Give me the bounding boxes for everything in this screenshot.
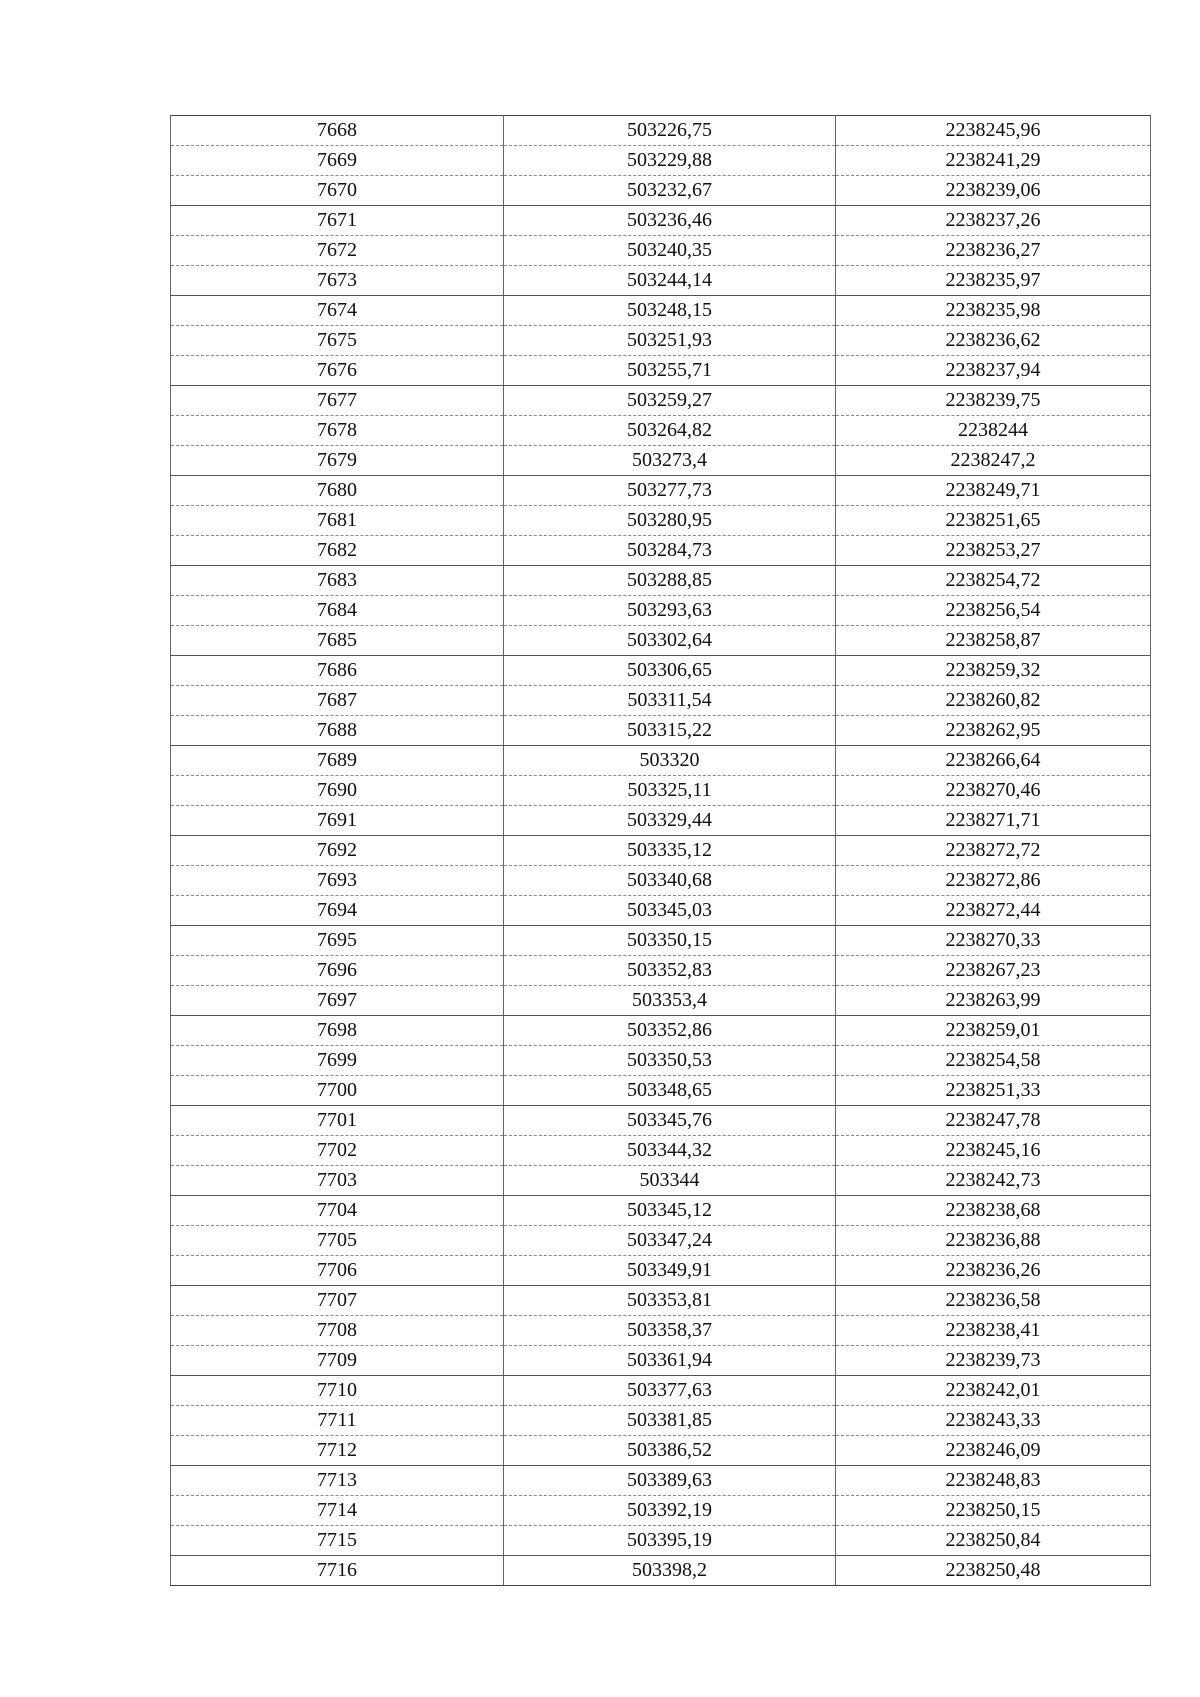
table-row: [171, 446, 1151, 476]
table-row: [171, 176, 1151, 206]
y-coordinate-cell: 2238238,68: [836, 1196, 1151, 1226]
x-coordinate-cell: 503273,4: [504, 446, 836, 476]
x-coordinate-cell: 503255,71: [504, 356, 836, 386]
y-coordinate-cell: 2238249,71: [836, 476, 1151, 506]
point-number-cell: 7705: [171, 1226, 504, 1256]
point-number-cell: 7678: [171, 416, 504, 446]
point-number-cell: 7697: [171, 986, 504, 1016]
x-coordinate-cell: 503325,11: [504, 776, 836, 806]
y-coordinate-cell: 2238239,73: [836, 1346, 1151, 1376]
point-number-cell: 7670: [171, 176, 504, 206]
x-coordinate-cell: 503347,24: [504, 1226, 836, 1256]
table-row: [171, 836, 1151, 866]
y-coordinate-cell: 2238242,73: [836, 1166, 1151, 1196]
y-coordinate-cell: 2238267,23: [836, 956, 1151, 986]
point-number-cell: 7686: [171, 656, 504, 686]
table-row: [171, 866, 1151, 896]
y-coordinate-cell: 2238236,62: [836, 326, 1151, 356]
point-number-cell: 7716: [171, 1556, 504, 1586]
table-row: [171, 596, 1151, 626]
table-row: [171, 386, 1151, 416]
point-number-cell: 7695: [171, 926, 504, 956]
x-coordinate-cell: 503350,53: [504, 1046, 836, 1076]
x-coordinate-cell: 503353,81: [504, 1286, 836, 1316]
y-coordinate-cell: 2238258,87: [836, 626, 1151, 656]
point-number-cell: 7671: [171, 206, 504, 236]
x-coordinate-cell: 503320: [504, 746, 836, 776]
y-coordinate-cell: 2238246,09: [836, 1436, 1151, 1466]
table-row: [171, 1286, 1151, 1316]
point-number-cell: 7711: [171, 1406, 504, 1436]
table-row: [171, 1376, 1151, 1406]
x-coordinate-cell: 503377,63: [504, 1376, 836, 1406]
x-coordinate-cell: 503352,83: [504, 956, 836, 986]
table-row: [171, 1496, 1151, 1526]
y-coordinate-cell: 2238236,58: [836, 1286, 1151, 1316]
x-coordinate-cell: 503277,73: [504, 476, 836, 506]
table-row: [171, 1016, 1151, 1046]
table-row: [171, 1466, 1151, 1496]
x-coordinate-cell: 503311,54: [504, 686, 836, 716]
point-number-cell: 7696: [171, 956, 504, 986]
x-coordinate-cell: 503293,63: [504, 596, 836, 626]
point-number-cell: 7690: [171, 776, 504, 806]
y-coordinate-cell: 2238272,72: [836, 836, 1151, 866]
y-coordinate-cell: 2238251,33: [836, 1076, 1151, 1106]
table-row: [171, 296, 1151, 326]
y-coordinate-cell: 2238251,65: [836, 506, 1151, 536]
point-number-cell: 7684: [171, 596, 504, 626]
x-coordinate-cell: 503226,75: [504, 116, 836, 146]
point-number-cell: 7712: [171, 1436, 504, 1466]
y-coordinate-cell: 2238270,46: [836, 776, 1151, 806]
table-row: [171, 686, 1151, 716]
x-coordinate-cell: 503335,12: [504, 836, 836, 866]
point-number-cell: 7700: [171, 1076, 504, 1106]
x-coordinate-cell: 503389,63: [504, 1466, 836, 1496]
y-coordinate-cell: 2238254,72: [836, 566, 1151, 596]
y-coordinate-cell: 2238237,26: [836, 206, 1151, 236]
table-row: [171, 626, 1151, 656]
x-coordinate-cell: 503288,85: [504, 566, 836, 596]
point-number-cell: 7694: [171, 896, 504, 926]
y-coordinate-cell: 2238250,48: [836, 1556, 1151, 1586]
x-coordinate-cell: 503248,15: [504, 296, 836, 326]
x-coordinate-cell: 503344: [504, 1166, 836, 1196]
y-coordinate-cell: 2238239,75: [836, 386, 1151, 416]
point-number-cell: 7669: [171, 146, 504, 176]
x-coordinate-cell: 503259,27: [504, 386, 836, 416]
point-number-cell: 7706: [171, 1256, 504, 1286]
y-coordinate-cell: 2238236,26: [836, 1256, 1151, 1286]
y-coordinate-cell: 2238250,15: [836, 1496, 1151, 1526]
table-row: [171, 206, 1151, 236]
y-coordinate-cell: 2238243,33: [836, 1406, 1151, 1436]
table-row: [171, 326, 1151, 356]
y-coordinate-cell: 2238256,54: [836, 596, 1151, 626]
x-coordinate-cell: 503306,65: [504, 656, 836, 686]
x-coordinate-cell: 503232,67: [504, 176, 836, 206]
x-coordinate-cell: 503240,35: [504, 236, 836, 266]
y-coordinate-cell: 2238259,01: [836, 1016, 1151, 1046]
y-coordinate-cell: 2238250,84: [836, 1526, 1151, 1556]
table-row: [171, 266, 1151, 296]
point-number-cell: 7692: [171, 836, 504, 866]
x-coordinate-cell: 503345,12: [504, 1196, 836, 1226]
table-row: [171, 1346, 1151, 1376]
point-number-cell: 7676: [171, 356, 504, 386]
table-row: [171, 566, 1151, 596]
table-row: [171, 236, 1151, 266]
y-coordinate-cell: 2238238,41: [836, 1316, 1151, 1346]
y-coordinate-cell: 2238241,29: [836, 146, 1151, 176]
point-number-cell: 7668: [171, 116, 504, 146]
x-coordinate-cell: 503244,14: [504, 266, 836, 296]
point-number-cell: 7714: [171, 1496, 504, 1526]
x-coordinate-cell: 503353,4: [504, 986, 836, 1016]
point-number-cell: 7680: [171, 476, 504, 506]
coordinates-table: [170, 115, 1151, 1586]
y-coordinate-cell: 2238263,99: [836, 986, 1151, 1016]
table-row: [171, 1526, 1151, 1556]
table-row: [171, 956, 1151, 986]
point-number-cell: 7710: [171, 1376, 504, 1406]
point-number-cell: 7699: [171, 1046, 504, 1076]
y-coordinate-cell: 2238239,06: [836, 176, 1151, 206]
x-coordinate-cell: 503350,15: [504, 926, 836, 956]
table-row: [171, 656, 1151, 686]
y-coordinate-cell: 2238245,16: [836, 1136, 1151, 1166]
x-coordinate-cell: 503315,22: [504, 716, 836, 746]
y-coordinate-cell: 2238244: [836, 416, 1151, 446]
table-row: [171, 416, 1151, 446]
table-row: [171, 806, 1151, 836]
x-coordinate-cell: 503345,03: [504, 896, 836, 926]
table-row: [171, 746, 1151, 776]
table-row: [171, 116, 1151, 146]
table-row: [171, 1076, 1151, 1106]
y-coordinate-cell: 2238270,33: [836, 926, 1151, 956]
point-number-cell: 7689: [171, 746, 504, 776]
x-coordinate-cell: 503386,52: [504, 1436, 836, 1466]
x-coordinate-cell: 503349,91: [504, 1256, 836, 1286]
y-coordinate-cell: 2238271,71: [836, 806, 1151, 836]
x-coordinate-cell: 503381,85: [504, 1406, 836, 1436]
point-number-cell: 7707: [171, 1286, 504, 1316]
table-row: [171, 1436, 1151, 1466]
table-row: [171, 1046, 1151, 1076]
point-number-cell: 7683: [171, 566, 504, 596]
x-coordinate-cell: 503395,19: [504, 1526, 836, 1556]
point-number-cell: 7674: [171, 296, 504, 326]
x-coordinate-cell: 503345,76: [504, 1106, 836, 1136]
coordinates-table-body: [171, 116, 1151, 1586]
point-number-cell: 7709: [171, 1346, 504, 1376]
table-row: [171, 776, 1151, 806]
x-coordinate-cell: 503229,88: [504, 146, 836, 176]
point-number-cell: 7702: [171, 1136, 504, 1166]
table-row: [171, 1256, 1151, 1286]
point-number-cell: 7685: [171, 626, 504, 656]
table-row: [171, 1316, 1151, 1346]
table-row: [171, 1226, 1151, 1256]
point-number-cell: 7675: [171, 326, 504, 356]
x-coordinate-cell: 503340,68: [504, 866, 836, 896]
x-coordinate-cell: 503284,73: [504, 536, 836, 566]
y-coordinate-cell: 2238262,95: [836, 716, 1151, 746]
y-coordinate-cell: 2238272,44: [836, 896, 1151, 926]
y-coordinate-cell: 2238245,96: [836, 116, 1151, 146]
table-row: [171, 1556, 1151, 1586]
table-row: [171, 1406, 1151, 1436]
point-number-cell: 7688: [171, 716, 504, 746]
y-coordinate-cell: 2238272,86: [836, 866, 1151, 896]
point-number-cell: 7693: [171, 866, 504, 896]
table-row: [171, 356, 1151, 386]
table-row: [171, 1136, 1151, 1166]
point-number-cell: 7681: [171, 506, 504, 536]
table-row: [171, 1106, 1151, 1136]
x-coordinate-cell: 503280,95: [504, 506, 836, 536]
x-coordinate-cell: 503361,94: [504, 1346, 836, 1376]
table-row: [171, 536, 1151, 566]
point-number-cell: 7673: [171, 266, 504, 296]
x-coordinate-cell: 503398,2: [504, 1556, 836, 1586]
x-coordinate-cell: 503358,37: [504, 1316, 836, 1346]
x-coordinate-cell: 503236,46: [504, 206, 836, 236]
y-coordinate-cell: 2238242,01: [836, 1376, 1151, 1406]
x-coordinate-cell: 503348,65: [504, 1076, 836, 1106]
point-number-cell: 7677: [171, 386, 504, 416]
x-coordinate-cell: 503251,93: [504, 326, 836, 356]
table-row: [171, 1166, 1151, 1196]
y-coordinate-cell: 2238259,32: [836, 656, 1151, 686]
table-row: [171, 1196, 1151, 1226]
y-coordinate-cell: 2238248,83: [836, 1466, 1151, 1496]
y-coordinate-cell: 2238235,97: [836, 266, 1151, 296]
x-coordinate-cell: 503329,44: [504, 806, 836, 836]
point-number-cell: 7715: [171, 1526, 504, 1556]
x-coordinate-cell: 503352,86: [504, 1016, 836, 1046]
point-number-cell: 7682: [171, 536, 504, 566]
point-number-cell: 7687: [171, 686, 504, 716]
y-coordinate-cell: 2238247,78: [836, 1106, 1151, 1136]
table-row: [171, 716, 1151, 746]
table-row: [171, 926, 1151, 956]
point-number-cell: 7679: [171, 446, 504, 476]
x-coordinate-cell: 503344,32: [504, 1136, 836, 1166]
point-number-cell: 7701: [171, 1106, 504, 1136]
point-number-cell: 7708: [171, 1316, 504, 1346]
x-coordinate-cell: 503302,64: [504, 626, 836, 656]
point-number-cell: 7713: [171, 1466, 504, 1496]
y-coordinate-cell: 2238235,98: [836, 296, 1151, 326]
point-number-cell: 7691: [171, 806, 504, 836]
table-row: [171, 986, 1151, 1016]
point-number-cell: 7672: [171, 236, 504, 266]
y-coordinate-cell: 2238266,64: [836, 746, 1151, 776]
y-coordinate-cell: 2238253,27: [836, 536, 1151, 566]
y-coordinate-cell: 2238247,2: [836, 446, 1151, 476]
x-coordinate-cell: 503392,19: [504, 1496, 836, 1526]
point-number-cell: 7704: [171, 1196, 504, 1226]
table-row: [171, 896, 1151, 926]
table-row: [171, 146, 1151, 176]
table-row: [171, 506, 1151, 536]
x-coordinate-cell: 503264,82: [504, 416, 836, 446]
point-number-cell: 7698: [171, 1016, 504, 1046]
y-coordinate-cell: 2238260,82: [836, 686, 1151, 716]
y-coordinate-cell: 2238236,88: [836, 1226, 1151, 1256]
point-number-cell: 7703: [171, 1166, 504, 1196]
y-coordinate-cell: 2238254,58: [836, 1046, 1151, 1076]
table-row: [171, 476, 1151, 506]
y-coordinate-cell: 2238237,94: [836, 356, 1151, 386]
y-coordinate-cell: 2238236,27: [836, 236, 1151, 266]
